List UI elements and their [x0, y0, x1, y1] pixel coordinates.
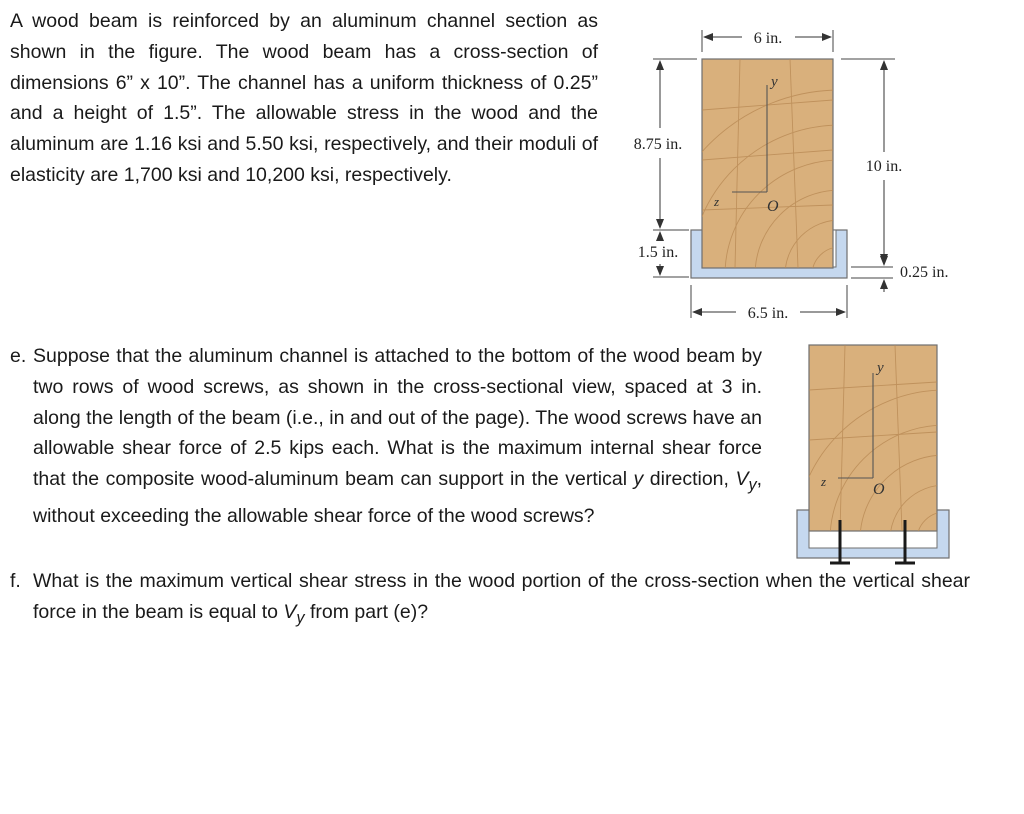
- y-axis-label-2: y: [877, 360, 884, 376]
- part-e-label: e.: [10, 345, 27, 367]
- dim-thickness-label: 0.25 in.: [900, 264, 949, 281]
- part-f-text: What is the maximum vertical shear stress in the wood portion of the cross-section when the vertical shear force in the beam is equal to $V_y$ from part (e)?: [33, 570, 970, 627]
- dim-left-upper-label: 8.75 in.: [633, 136, 683, 153]
- origin-label: O: [767, 198, 779, 215]
- dim-left-lower-label: 1.5 in.: [637, 244, 679, 261]
- dim-bottom-label: 6.5 in.: [747, 305, 789, 322]
- z-axis-label-2: z: [821, 474, 827, 489]
- y-axis-label: y: [771, 74, 778, 90]
- problem-intro: A wood beam is reinforced by an aluminum channel section as shown in the figure. The wood beam has a cross-section of dimensions 6” x 10”. The channel has a uniform thickness of 0.25” and a height of 1.5”. The allowable stress in the wood and the aluminum are 1.16 ksi and 5.50 ksi, respectively, and their moduli of elasticity are 1,700 ksi and 10,200 ksi, respectively.: [10, 10, 598, 186]
- origin-label-2: O: [873, 481, 885, 498]
- dim-top-label: 6 in.: [753, 30, 783, 47]
- figure-screws: [795, 345, 1024, 690]
- dim-right-label: 10 in.: [865, 158, 903, 175]
- z-axis-label: z: [714, 194, 720, 209]
- part-e-text: Suppose that the aluminum channel is attached to the bottom of the wood beam by two rows of wood screws, as shown in the cross-sectional view, spaced at 3 in. along the length of the beam (i.e., in and out of the page). The wood screws have an allowable shear force of 2.5 kips each. What is the maximum internal shear force that the composite wood-aluminum beam can support in the vertical y direction, $V_y$, without exceeding the allowable shear force of the wood screws?: [33, 345, 762, 527]
- part-f-label: f.: [10, 570, 21, 592]
